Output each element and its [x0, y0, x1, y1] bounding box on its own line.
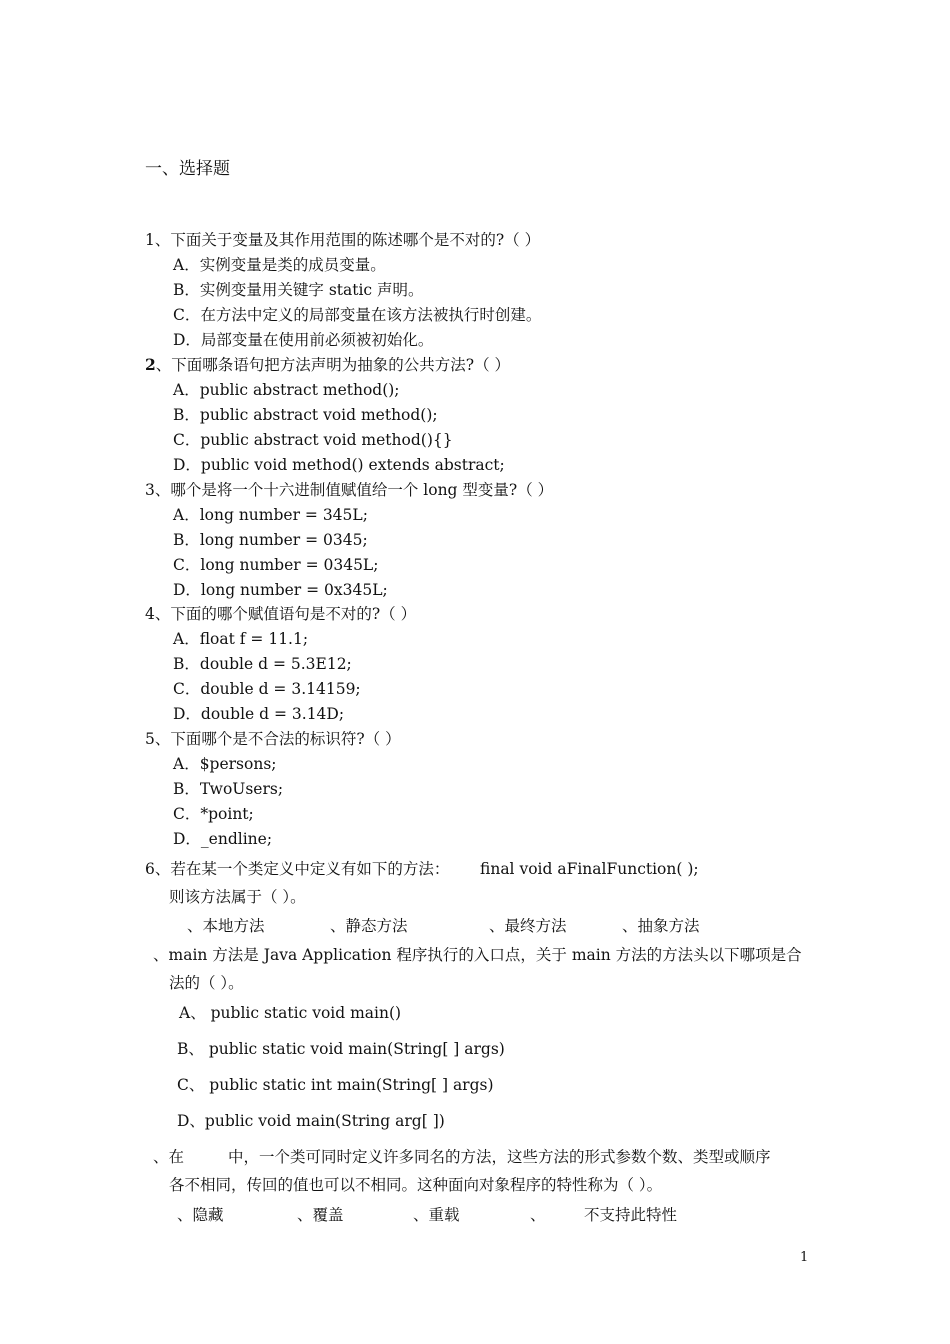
question-8-stem-rest: 中，一个类可同时定义许多同名的方法，这些方法的形式参数个数、类型或顺序 — [228, 1148, 771, 1166]
page-number: 1 — [800, 1250, 809, 1265]
question-1-option-a: A．实例变量是类的成员变量。 — [173, 256, 386, 274]
question-6-stem: 6、若在某一个类定义中定义有如下的方法： — [145, 860, 450, 878]
question-5-option-a: A．$persons; — [173, 755, 277, 773]
question-4-stem: 4、下面的哪个赋值语句是不对的?（ ） — [145, 605, 417, 623]
question-1-option-b: B．实例变量用关键字 static 声明。 — [173, 281, 424, 299]
question-2-option-b: B．public abstract void method(); — [173, 406, 438, 424]
question-2-stem — [145, 354, 510, 376]
question-5-option-c: C．*point; — [173, 805, 254, 823]
section-title: 一、选择题 — [145, 159, 230, 179]
question-2-number: 2 — [145, 355, 156, 374]
question-2-option-c: C．public abstract void method(){} — [173, 431, 453, 449]
question-6-option-d: 、抽象方法 — [622, 917, 700, 935]
question-8-option-b: 、覆盖 — [297, 1206, 344, 1224]
question-4-option-a: A．float f = 11.1; — [173, 630, 309, 648]
question-8-option-d-text: 不支持此特性 — [584, 1206, 678, 1224]
question-2-option-a: A．public abstract method(); — [173, 381, 400, 399]
question-2-stem-text: 、下面哪条语句把方法声明为抽象的公共方法?（ ） — [155, 356, 511, 374]
question-3-option-a: A．long number = 345L; — [173, 506, 368, 524]
question-5-stem: 5、下面哪个是不合法的标识符?（ ） — [145, 730, 401, 748]
question-3-stem: 3、哪个是将一个十六进制值赋值给一个 long 型变量?（ ） — [145, 481, 554, 499]
question-3-option-b: B．long number = 0345; — [173, 531, 368, 549]
question-1-stem: 1、下面关于变量及其作用范围的陈述哪个是不对的?（ ） — [145, 231, 541, 249]
question-1-option-c: C．在方法中定义的局部变量在该方法被执行时创建。 — [173, 306, 542, 324]
question-5-option-d: D．_endline; — [173, 830, 273, 848]
question-6-option-a: 、本地方法 — [187, 917, 265, 935]
question-6-option-c: 、最终方法 — [489, 917, 567, 935]
question-7-stem: 、main 方法是 Java Application 程序执行的入口点，关于 main 方法的方法头以下哪项是合 — [153, 946, 802, 964]
question-8-stem-start: 、在 — [153, 1148, 185, 1166]
question-1-option-d: D．局部变量在使用前必须被初始化。 — [173, 331, 434, 349]
question-4-option-d: D．double d = 3.14D; — [173, 705, 345, 723]
question-2-option-d: D．public void method() extends abstract; — [173, 456, 505, 474]
question-3-option-c: C．long number = 0345L; — [173, 556, 379, 574]
question-6-line-2: 则该方法属于（ ）。 — [169, 888, 306, 906]
question-8-option-d: 、 — [530, 1206, 546, 1224]
question-8-option-c: 、重载 — [413, 1206, 460, 1224]
question-5-option-b: B．TwoUsers; — [173, 780, 284, 798]
question-6-option-b: 、静态方法 — [330, 917, 408, 935]
question-7-option-a: A、 public static void main() — [179, 1004, 402, 1022]
question-7-option-c: C、 public static int main(String[ ] args) — [177, 1076, 494, 1094]
question-7-line-2: 法的（ ）。 — [169, 974, 244, 992]
question-4-option-b: B．double d = 5.3E12; — [173, 655, 352, 673]
question-6-code: final void aFinalFunction( ); — [480, 860, 699, 878]
question-4-option-c: C．double d = 3.14159; — [173, 680, 361, 698]
question-3-option-d: D．long number = 0x345L; — [173, 581, 388, 599]
question-7-option-b: B、 public static void main(String[ ] args) — [177, 1040, 505, 1058]
question-8-line-2: 各不相同，传回的值也可以不相同。这种面向对象程序的特性称为（ ）。 — [169, 1176, 663, 1194]
question-8-option-a: 、隐藏 — [177, 1206, 224, 1224]
question-7-option-d: D、public void main(String arg[ ]) — [177, 1112, 445, 1130]
